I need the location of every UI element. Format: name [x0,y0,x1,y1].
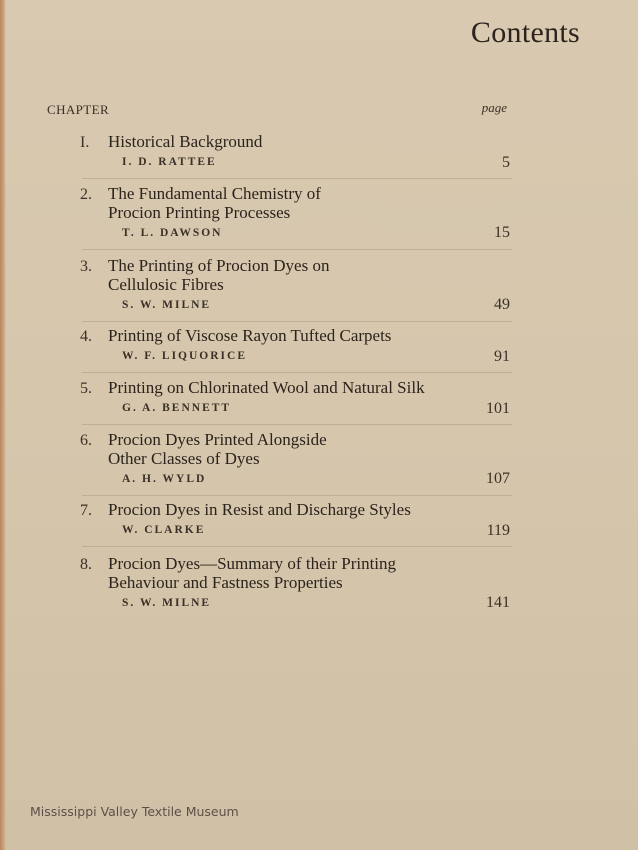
chapter-title-line: Other Classes of Dyes [108,449,260,468]
chapter-page-number: 49 [494,296,510,313]
chapter-title [108,500,508,519]
chapter-number: 4. [80,328,92,345]
chapter-title-line: Procion Dyes Printed Alongside [108,430,327,449]
chapter-author: W. CLARKE [122,524,206,536]
chapter-title [108,184,508,222]
entry-divider [82,424,512,425]
chapter-number: 8. [80,556,92,573]
page-title: Contents [470,16,580,49]
chapter-number: 3. [80,258,92,275]
chapter-author: I. D. RATTEE [122,156,217,168]
chapter-title-line: Behaviour and Fastness Properties [108,573,343,592]
chapter-title [108,326,508,345]
chapter-page-number: 141 [486,594,510,611]
chapter-column-header: CHAPTER [47,102,110,117]
chapter-title-line: Procion Printing Processes [108,203,291,222]
page-column-header: page [481,100,507,115]
chapter-title [108,256,508,294]
chapter-page-number: 119 [486,522,510,539]
chapter-title-line: Procion Dyes—Summary of their Printing [108,554,397,573]
chapter-number: 6. [80,432,92,449]
chapter-page-number: 107 [486,470,510,487]
chapter-number: 2. [80,186,92,203]
chapter-number: 5. [80,380,92,397]
chapter-page-number: 91 [494,348,510,365]
chapter-number: 7. [80,502,92,519]
chapter-author: T. L. DAWSON [122,227,223,239]
chapter-title-line: Printing on Chlorinated Wool and Natural Silk [108,378,425,397]
page-edge [0,0,6,850]
entry-divider [82,321,512,322]
chapter-title [108,132,508,151]
entry-divider [82,249,512,250]
chapter-title-line: The Fundamental Chemistry of [108,184,321,203]
chapter-author: S. W. MILNE [122,597,212,609]
chapter-page-number: 15 [494,224,510,241]
chapter-title-line: Procion Dyes in Resist and Discharge Styles [108,500,411,519]
chapter-title-line: Printing of Viscose Rayon Tufted Carpets [108,326,392,345]
chapter-author: G. A. BENNETT [122,402,232,414]
entry-divider [82,495,512,496]
chapter-page-number: 101 [486,400,510,417]
chapter-page-number: 5 [502,154,510,171]
entry-divider [82,372,512,373]
chapter-number: I. [80,134,90,151]
chapter-title [108,430,508,468]
chapter-title-line: Historical Background [108,132,263,151]
museum-watermark: Mississippi Valley Textile Museum [30,804,239,819]
chapter-title [108,554,508,592]
chapter-author: A. H. WYLD [122,473,207,485]
entry-divider [82,546,512,547]
chapter-title-line: Cellulosic Fibres [108,275,224,294]
entry-divider [82,178,512,179]
chapter-title-line: The Printing of Procion Dyes on [108,256,330,275]
chapter-author: S. W. MILNE [122,299,212,311]
chapter-title [108,378,508,397]
chapter-author: W. F. LIQUORICE [122,350,248,362]
